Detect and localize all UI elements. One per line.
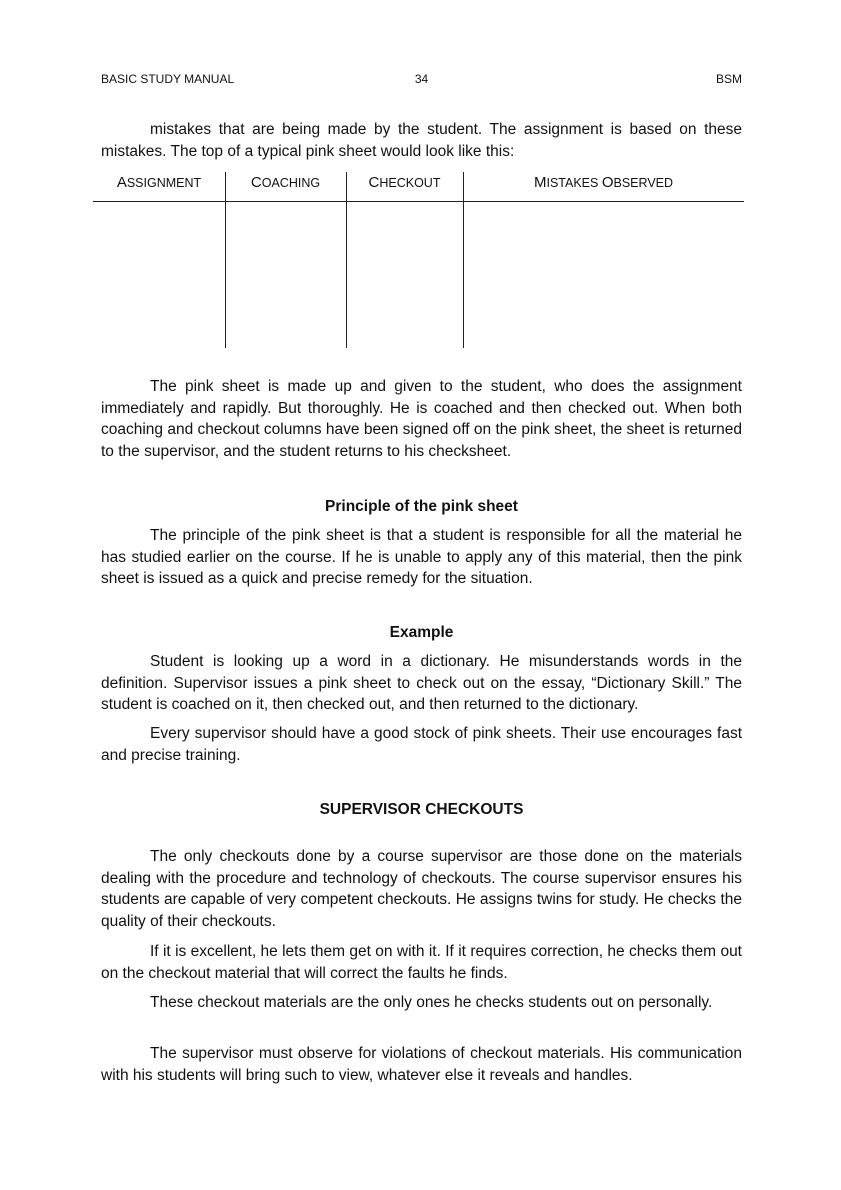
column-divider (225, 172, 226, 348)
column-header-coaching: COACHING (250, 174, 321, 191)
pink-sheet-table (93, 170, 744, 348)
paragraph-text: Every supervisor should have a good stock of pink sheets. Their use encourages fast and precise training. (101, 725, 742, 764)
section-heading-principle: Principle of the pink sheet (325, 498, 518, 515)
paragraph-text: These checkout materials are the only ones he checks students out on personally. (150, 994, 713, 1011)
section-heading-example: Example (389, 624, 454, 641)
paragraph-text: The only checkouts done by a course supervisor are those done on the materials dealing with the procedure and technology of checkouts. The course supervisor ensures his students are capable of very competent checkouts. He assigns twins for study. He checks the quality of their checkouts. (101, 848, 742, 930)
column-header-mistakes-observed: MISTAKES OBSERVED (533, 174, 674, 191)
column-header-checkout: CHECKOUT (368, 174, 441, 191)
header-title: BASIC STUDY MANUAL (101, 72, 235, 86)
example-paragraph (101, 723, 742, 766)
supervisor-paragraph (101, 992, 742, 1014)
example-paragraph (101, 651, 742, 716)
column-header-assignment: ASSIGNMENT (116, 174, 202, 191)
supervisor-paragraph (101, 846, 742, 932)
section-heading-supervisor-checkouts: SUPERVISOR CHECKOUTS (319, 801, 524, 818)
paragraph-text: The supervisor must observe for violations of checkout materials. His communication with his students will bring such to view, whatever else it reveals and handles. (101, 1045, 742, 1084)
page-header (101, 72, 742, 88)
paragraph-text: The pink sheet is made up and given to the student, who does the assignment immediately and rapidly. But thoroughly. He is coached and then checked out. When both coaching and checkout columns have been signed off on the pink sheet, the sheet is returned to the supervisor, and the student returns to his checksheet. (101, 378, 742, 460)
table-header-rule (93, 201, 744, 202)
supervisor-paragraph (101, 1043, 742, 1086)
page-number: 34 (414, 72, 429, 86)
pink-sheet-paragraph (101, 376, 742, 462)
header-abbreviation: BSM (715, 72, 742, 86)
intro-paragraph (101, 119, 742, 162)
intro-text: mistakes that are being made by the student. The assignment is based on these mistakes. The top of a typical pink sheet would look like this: (101, 121, 742, 160)
principle-paragraph (101, 525, 742, 590)
paragraph-text: If it is excellent, he lets them get on with it. If it requires correction, he checks them out on the checkout material that will correct the faults he finds. (101, 943, 742, 982)
paragraph-text: The principle of the pink sheet is that a student is responsible for all the material he has studied earlier on the course. If he is unable to apply any of this material, then the pink sheet is issued as a quick and precise remedy for the situation. (101, 527, 742, 588)
supervisor-paragraph (101, 941, 742, 984)
column-divider (346, 172, 347, 348)
column-divider (463, 172, 464, 348)
paragraph-text: Student is looking up a word in a dictionary. He misunderstands words in the definition. Supervisor issues a pink sheet to check out on the essay, “Dictionary Skill.” The student is coached on it, then checked out, and then returned to the dictionary. (101, 653, 742, 714)
